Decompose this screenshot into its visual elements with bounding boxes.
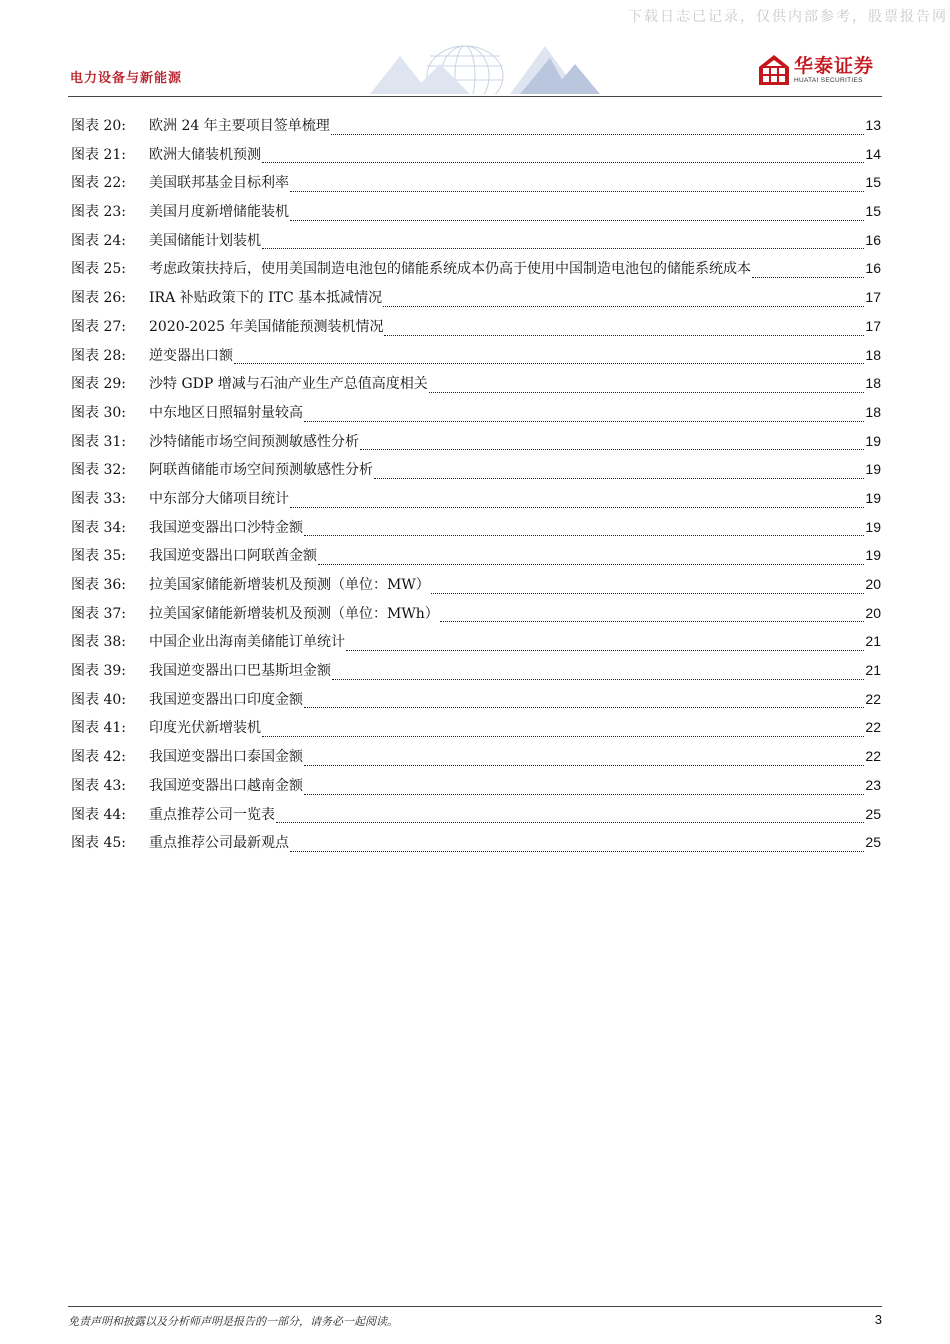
toc-entry-page: 20 [865, 604, 881, 621]
toc-entry-page: 21 [865, 662, 881, 679]
footer-disclaimer: 免责声明和披露以及分析师声明是报告的一部分，请务必一起阅读。 [68, 1315, 398, 1328]
toc-entry-label: 图表 23: [71, 204, 126, 221]
toc-entry-page: 16 [865, 260, 881, 277]
toc-dot-leader [262, 247, 864, 249]
toc-dot-leader [431, 592, 865, 594]
toc-dot-leader [304, 706, 864, 708]
toc-entry[interactable] [71, 115, 881, 144]
toc-entry[interactable] [71, 488, 881, 517]
toc-entry-title: 中东地区日照辐射量较高 [149, 404, 303, 421]
toc-entry[interactable] [71, 201, 881, 230]
toc-entry-label: 图表 27: [71, 318, 126, 335]
logo-chinese-name: 华泰证券 [794, 54, 875, 77]
toc-dot-leader [234, 362, 864, 364]
toc-dot-leader [262, 161, 864, 163]
toc-entry[interactable] [71, 431, 881, 460]
toc-entry-page: 19 [865, 432, 881, 449]
toc-dot-leader [360, 448, 864, 450]
toc-entry[interactable] [71, 717, 881, 746]
toc-entry-label: 图表 29: [71, 376, 126, 393]
toc-entry-label: 图表 44: [71, 806, 126, 823]
toc-entry-title: 拉美国家储能新增装机及预测（单位：MW） [149, 577, 430, 593]
toc-entry-page: 23 [865, 776, 881, 793]
toc-dot-leader [331, 133, 865, 135]
toc-entry-title: 逆变器出口额 [149, 347, 233, 364]
toc-entry-title: 印度光伏新增装机 [149, 720, 261, 737]
toc-entry-page: 22 [865, 719, 881, 736]
toc-dot-leader [262, 735, 864, 737]
report-section-title: 电力设备与新能源 [70, 71, 183, 86]
toc-entry[interactable] [71, 660, 881, 689]
toc-entry-title: 欧洲 24 年主要项目签单梳理 [149, 118, 330, 134]
toc-entry-page: 18 [865, 375, 881, 392]
toc-entry-page: 20 [865, 576, 881, 592]
toc-entry[interactable] [71, 574, 881, 603]
toc-dot-leader [332, 678, 864, 680]
toc-dot-leader [374, 477, 864, 479]
toc-entry[interactable] [71, 517, 881, 546]
toc-entry[interactable] [71, 402, 881, 431]
toc-entry-title: 我国逆变器出口沙特金额 [149, 519, 303, 536]
toc-entry-page: 15 [865, 203, 881, 220]
toc-entry-title: 沙特 GDP 增减与石油产业生产总值高度相关 [149, 376, 428, 393]
toc-entry-title: 阿联酋储能市场空间预测敏感性分析 [149, 462, 373, 479]
toc-entry-title: 重点推荐公司一览表 [149, 806, 275, 823]
toc-entry-title: 考虑政策扶持后，使用美国制造电池包的储能系统成本仍高于使用中国制造电池包的储能系统成本 [149, 261, 751, 278]
toc-entry[interactable] [71, 746, 881, 775]
toc-entry-label: 图表 28: [71, 347, 126, 364]
toc-entry-page: 19 [865, 547, 881, 564]
watermark-text: 下载日志已记录，仅供内部参考，股票报告网 [628, 9, 948, 25]
toc-entry[interactable] [71, 172, 881, 201]
toc-entry-label: 图表 37: [71, 605, 126, 622]
toc-entry[interactable] [71, 230, 881, 259]
toc-entry-title: 我国逆变器出口巴基斯坦金额 [149, 663, 331, 680]
toc-entry[interactable] [71, 832, 881, 861]
toc-entry-title: 沙特储能市场空间预测敏感性分析 [149, 433, 359, 450]
toc-entry[interactable] [71, 287, 881, 316]
toc-entry-title: 美国储能计划装机 [149, 232, 261, 249]
toc-dot-leader [290, 506, 864, 508]
toc-dot-leader [304, 764, 864, 766]
toc-entry-title: 我国逆变器出口越南金额 [149, 777, 303, 794]
toc-entry[interactable] [71, 545, 881, 574]
toc-dot-leader [752, 276, 864, 278]
toc-entry-page: 17 [865, 317, 881, 334]
toc-entry-title: 欧洲大储装机预测 [149, 146, 261, 163]
toc-dot-leader [304, 793, 864, 795]
huatai-logo-icon [758, 54, 790, 86]
toc-dot-leader [440, 620, 865, 622]
toc-dot-leader [318, 563, 864, 565]
huatai-logo [758, 54, 874, 86]
toc-entry-page: 14 [865, 145, 881, 162]
toc-entry[interactable] [71, 316, 881, 345]
toc-entry[interactable] [71, 258, 881, 287]
toc-entry-label: 图表 42: [71, 749, 126, 766]
toc-entry-page: 19 [865, 518, 881, 535]
toc-entry-page: 25 [865, 805, 881, 822]
toc-entry-page: 13 [865, 117, 881, 133]
header-divider [68, 96, 882, 97]
toc-entry[interactable] [71, 804, 881, 833]
toc-entry[interactable] [71, 603, 881, 632]
toc-entry-label: 图表 22: [71, 175, 126, 192]
toc-dot-leader [429, 391, 865, 393]
toc-entry-title: 我国逆变器出口泰国金额 [149, 749, 303, 766]
toc-dot-leader [383, 305, 864, 307]
page-number: 3 [874, 1312, 882, 1327]
toc-entry-label: 图表 26: [71, 290, 126, 307]
toc-entry-label: 图表 33: [71, 490, 126, 507]
toc-entry-title: 中东部分大储项目统计 [149, 490, 289, 507]
toc-entry-label: 图表 45: [71, 835, 126, 852]
toc-entry-page: 21 [865, 633, 881, 650]
toc-entry-label: 图表 24: [71, 232, 126, 249]
toc-entry-page: 17 [865, 289, 881, 306]
toc-dot-leader [276, 821, 864, 823]
toc-dot-leader [290, 850, 864, 852]
toc-entry-title: 我国逆变器出口阿联酋金额 [149, 548, 317, 565]
toc-entry-label: 图表 21: [71, 146, 126, 163]
toc-entry-label: 图表 25: [71, 261, 126, 278]
toc-dot-leader [290, 219, 864, 221]
toc-entry-page: 22 [865, 748, 881, 765]
toc-dot-leader [384, 334, 864, 336]
toc-dot-leader [304, 534, 864, 536]
toc-entry[interactable] [71, 775, 881, 804]
toc-entry-label: 图表 41: [71, 720, 126, 737]
toc-entry-page: 22 [865, 690, 881, 707]
toc-entry-label: 图表 32: [71, 462, 126, 479]
toc-dot-leader [304, 420, 864, 422]
toc-entry-title: IRA 补贴政策下的 ITC 基本抵减情况 [149, 290, 383, 307]
toc-entry-label: 图表 30: [71, 404, 126, 421]
logo-english-name: HUATAI SECURITIES [794, 76, 863, 84]
toc-entry-title: 我国逆变器出口印度金额 [149, 691, 303, 708]
toc-entry[interactable] [71, 373, 881, 402]
toc-dot-leader [290, 190, 864, 192]
toc-entry-label: 图表 43: [71, 777, 126, 794]
toc-entry-label: 图表 35: [71, 548, 126, 565]
toc-entry[interactable] [71, 144, 881, 173]
header-decoration-graphic [370, 36, 600, 94]
toc-entry-page: 18 [865, 403, 881, 420]
toc-entry-page: 19 [865, 489, 881, 506]
toc-entry-label: 图表 38: [71, 634, 126, 651]
toc-entry[interactable] [71, 345, 881, 374]
toc-entry-label: 图表 20: [71, 118, 126, 134]
toc-entry-page: 15 [865, 174, 881, 191]
toc-entry-page: 19 [865, 461, 881, 478]
toc-entry-page: 18 [865, 346, 881, 363]
toc-entry-title: 中国企业出海南美储能订单统计 [149, 634, 345, 651]
toc-entry-label: 图表 31: [71, 433, 126, 450]
toc-entry[interactable] [71, 631, 881, 660]
toc-entry-title: 美国联邦基金目标利率 [149, 175, 289, 192]
toc-entry-title: 拉美国家储能新增装机及预测（单位：MWh） [149, 605, 439, 622]
toc-entry-title: 美国月度新增储能装机 [149, 204, 289, 221]
toc-entry-label: 图表 34: [71, 519, 126, 536]
toc-entry-title: 2020-2025 年美国储能预测装机情况 [149, 318, 384, 335]
toc-entry-label: 图表 40: [71, 691, 126, 708]
toc-entry-label: 图表 36: [71, 577, 126, 593]
toc-entry-page: 25 [865, 834, 881, 851]
figure-table-of-contents [71, 115, 881, 861]
toc-entry-label: 图表 39: [71, 663, 126, 680]
toc-entry-title: 重点推荐公司最新观点 [149, 835, 289, 852]
toc-entry[interactable] [71, 459, 881, 488]
toc-dot-leader [346, 649, 864, 651]
footer-divider [68, 1306, 882, 1307]
toc-entry-page: 16 [865, 231, 881, 248]
toc-entry[interactable] [71, 689, 881, 718]
